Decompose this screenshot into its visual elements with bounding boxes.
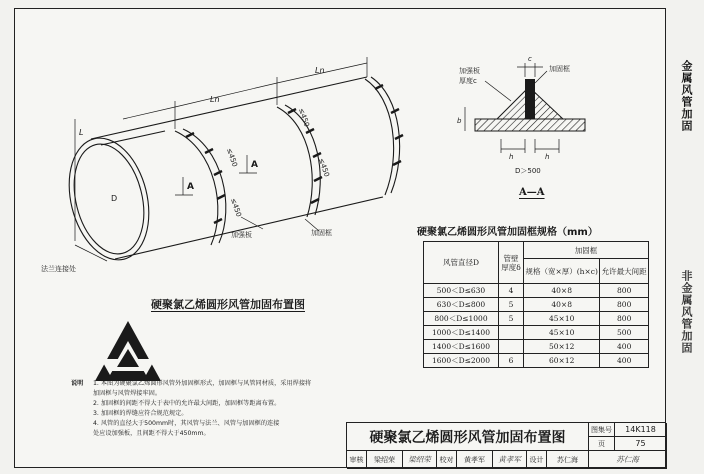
spacing-label-1: ≤450 (225, 147, 239, 168)
pipe-drawing (15, 9, 415, 299)
table-row (424, 354, 649, 368)
dim-ln-1: Ln (210, 95, 220, 104)
frame-spec-table (423, 241, 649, 368)
cell-spec: 40×8 (524, 298, 600, 312)
atlas-logo-icon (93, 319, 163, 385)
note-line: 3. 加固框的焊缝应符合规范规定。 (93, 410, 188, 417)
cell-thickness (499, 340, 524, 354)
dim-d: D (111, 194, 118, 203)
cell-spec: 40×8 (524, 284, 600, 298)
col-frame: 加固框 (524, 242, 649, 259)
col-thickness: 管壁厚度δ (499, 242, 524, 284)
cell-thickness: 5 (499, 298, 524, 312)
dim-l: L (79, 128, 84, 137)
section-a-a (445, 49, 645, 189)
atlas-number: 14K118 (615, 423, 667, 437)
label-flange: 法兰连接处 (41, 265, 76, 273)
cell-spec: 45×10 (524, 326, 600, 340)
drawing-sheet (14, 8, 666, 468)
cell-thickness: 4 (499, 284, 524, 298)
review-name: 梁绍荣 (367, 451, 403, 469)
cell-spec: 45×10 (524, 312, 600, 326)
cell-spec: 50×12 (524, 340, 600, 354)
cell-gap: 400 (600, 354, 649, 368)
spacing-label-4: ≤450 (317, 157, 331, 178)
notes-block (71, 379, 363, 439)
page-label: 页 (589, 437, 615, 451)
design-name: 苏仁海 (547, 451, 589, 469)
note-line: 1. 本图为硬聚氯乙烯圆形风管外加固框形式，加固框与风管同材质，采用焊接将 (93, 380, 312, 387)
cell-range: 500＜D≤630 (424, 284, 499, 298)
page-number: 75 (615, 437, 667, 451)
section-title: A—A (519, 187, 545, 198)
spacing-label-3: ≤450 (297, 107, 311, 128)
section-label-frame: 加固框 (549, 65, 570, 73)
label-frame: 加固框 (311, 229, 332, 237)
section-label-thickness: 厚度c (459, 77, 477, 85)
col-diameter: 风管直径D (424, 242, 499, 284)
cell-gap: 800 (600, 298, 649, 312)
table-title: 硬聚氯乙烯圆形风管加固框规格（mm） (417, 227, 598, 238)
note-line: 加固框与风管焊接牢固。 (93, 390, 162, 397)
cell-spec: 60×12 (524, 354, 600, 368)
section-dim-b: b (457, 117, 462, 125)
table-row (424, 326, 649, 340)
note-line: 处应设加强板，且间距不得大于450mm。 (93, 430, 210, 437)
cell-range: 630＜D≤800 (424, 298, 499, 312)
cell-range: 1400＜D≤1600 (424, 340, 499, 354)
title-block (346, 422, 666, 468)
table-row (424, 284, 649, 298)
drawing-caption: 硬聚氯乙烯圆形风管加固布置图 (151, 298, 305, 311)
cell-range: 1000＜D≤1400 (424, 326, 499, 340)
table-row (424, 298, 649, 312)
spacing-label-2: ≤450 (229, 197, 243, 218)
section-mark-a1: A (187, 182, 194, 192)
section-note-d: D＞500 (515, 167, 541, 175)
check-label: 校对 (437, 451, 457, 469)
check-signature: 黄孝军 (493, 451, 527, 469)
cell-thickness (499, 326, 524, 340)
cell-gap: 400 (600, 340, 649, 354)
label-plate: 加强板 (231, 231, 252, 239)
design-label: 设计 (527, 451, 547, 469)
table-row (424, 340, 649, 354)
cell-thickness: 6 (499, 354, 524, 368)
note-line: 2. 加固框的间距不得大于表中的允许最大间距，加固框等距离布置。 (93, 400, 281, 407)
atlas-label: 图集号 (589, 423, 615, 437)
section-mark-a2: A (251, 160, 258, 170)
cell-gap: 800 (600, 284, 649, 298)
cell-gap: 800 (600, 312, 649, 326)
note-line: 4. 风管的直径大于500mm时，其风管与法兰、风管与加固框的连接 (93, 420, 280, 427)
table-row (424, 312, 649, 326)
side-tab-metal: 金属风管加固 (680, 60, 693, 132)
side-tab-nonmetal: 非金属风管加固 (680, 270, 693, 354)
design-signature: 苏仁海 (589, 451, 667, 469)
dim-ln-2: Ln (315, 66, 325, 75)
section-label-plate: 加强板 (459, 67, 480, 75)
section-dim-c: c (528, 55, 532, 63)
col-spec: 规格（宽×厚）(h×c) (524, 259, 600, 284)
check-name: 黄孝军 (457, 451, 493, 469)
section-dim-h-left: h (509, 153, 514, 161)
cell-range: 800＜D≤1000 (424, 312, 499, 326)
title-block-title: 硬聚氯乙烯圆形风管加固布置图 (347, 423, 589, 451)
notes-label: 说明 (71, 380, 84, 387)
review-signature: 梁绍荣 (403, 451, 437, 469)
section-dim-h-right: h (545, 153, 550, 161)
col-spacing: 允许最大间距 (600, 259, 649, 284)
review-label: 审核 (347, 451, 367, 469)
cell-range: 1600＜D≤2000 (424, 354, 499, 368)
cell-gap: 500 (600, 326, 649, 340)
cell-thickness: 5 (499, 312, 524, 326)
